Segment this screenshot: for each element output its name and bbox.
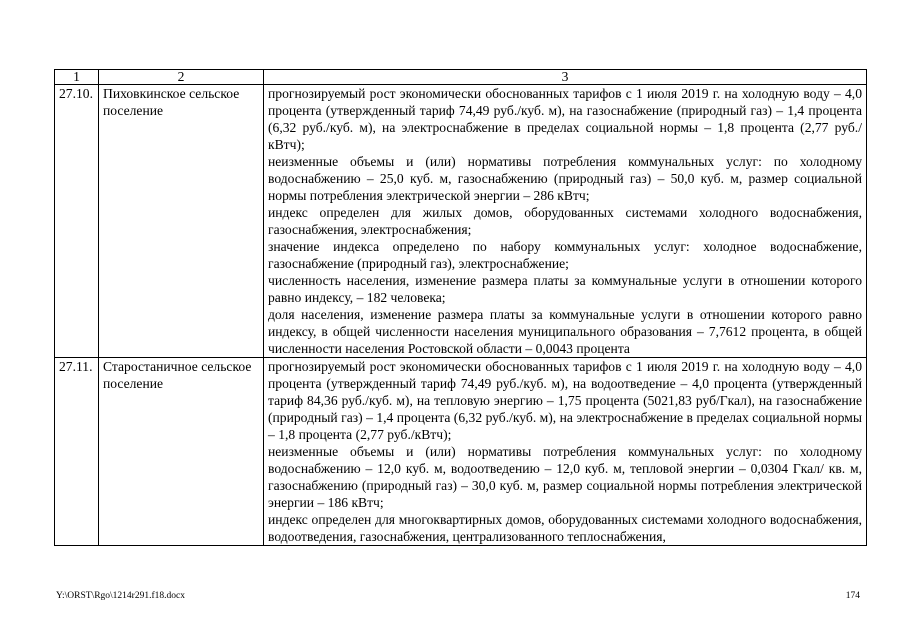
header-col-2: 2 xyxy=(99,70,264,85)
row-number: 27.11. xyxy=(55,358,99,546)
row-description xyxy=(264,358,867,546)
header-col-1: 1 xyxy=(55,70,99,85)
description-paragraph: индекс определен для многоквартирных домов, оборудованных системами холодного водоснабжения, водоотведения, газоснабжения, централизованного теплоснабжения, xyxy=(268,512,862,544)
table-row xyxy=(55,358,867,546)
description-paragraph: неизменные объемы и (или) нормативы потребления коммунальных услуг: по холодному водоснабжению – 25,0 куб. м, газоснабжению (природный газ) – 50,0 куб. м, размер социальной нормы потребления электрической энергии – 286 кВтч; xyxy=(268,154,862,203)
description-paragraph: доля населения, изменение размера платы за коммунальные услуги в отношении которого равно индексу, в общей численности населения муниципального образования – 7,7612 процента, в общей численности населения Ростовской области – 0,0043 процента xyxy=(268,307,862,356)
description-paragraph: неизменные объемы и (или) нормативы потребления коммунальных услуг: по холодному водоснабжению – 12,0 куб. м, водоотведению – 12,0 куб. м, тепловой энергии – 0,0304 Гкал/ кв. м, газоснабжению (природный газ) – 30,0 куб. м, размер социальной нормы потребления электрической энергии – 186 кВтч; xyxy=(268,444,862,510)
row-number: 27.10. xyxy=(55,85,99,358)
description-paragraph: значение индекса определено по набору коммунальных услуг: холодное водоснабжение, газоснабжение (природный газ), электроснабжение; xyxy=(268,239,862,271)
tariff-table xyxy=(54,69,867,546)
settlement-name: Старостаничное сельское поселение xyxy=(99,358,264,546)
settlement-name: Пиховкинское сельское поселение xyxy=(99,85,264,358)
description-paragraph: прогнозируемый рост экономически обоснованных тарифов с 1 июля 2019 г. на холодную воду – 4,0 процента (утвержденный тариф 74,49 руб./куб. м), на водоотведение – 4,0 процента (утвержденный тариф 84,36 руб./куб. м), на тепловую энергию – 1,75 процента (5021,83 руб/Гкал), на газоснабжение (природный газ) – 1,4 процента (6,32 руб./куб. м), на электроснабжение в пределах социальной нормы – 1,8 процента (2,77 руб./кВтч); xyxy=(268,359,862,442)
footer-page-number: 174 xyxy=(845,591,860,601)
row-description xyxy=(264,85,867,358)
header-col-3: 3 xyxy=(264,70,867,85)
table-header-row xyxy=(55,70,867,85)
table-row xyxy=(55,85,867,358)
footer-file-path: Y:\ORST\Rgo\1214r291.f18.docx xyxy=(56,591,185,601)
description-paragraph: численность населения, изменение размера платы за коммунальные услуги в отношении которого равно индексу, – 182 человека; xyxy=(268,273,862,305)
description-paragraph: прогнозируемый рост экономически обоснованных тарифов с 1 июля 2019 г. на холодную воду – 4,0 процента (утвержденный тариф 74,49 руб./куб. м), на газоснабжение (природный газ) – 1,4 процента (6,32 руб./куб. м), на электроснабжение в пределах социальной нормы – 1,8 процента (2,77 руб./кВтч); xyxy=(268,86,862,152)
description-paragraph: индекс определен для жилых домов, оборудованных системами холодного водоснабжения, газоснабжения, электроснабжения; xyxy=(268,205,862,237)
